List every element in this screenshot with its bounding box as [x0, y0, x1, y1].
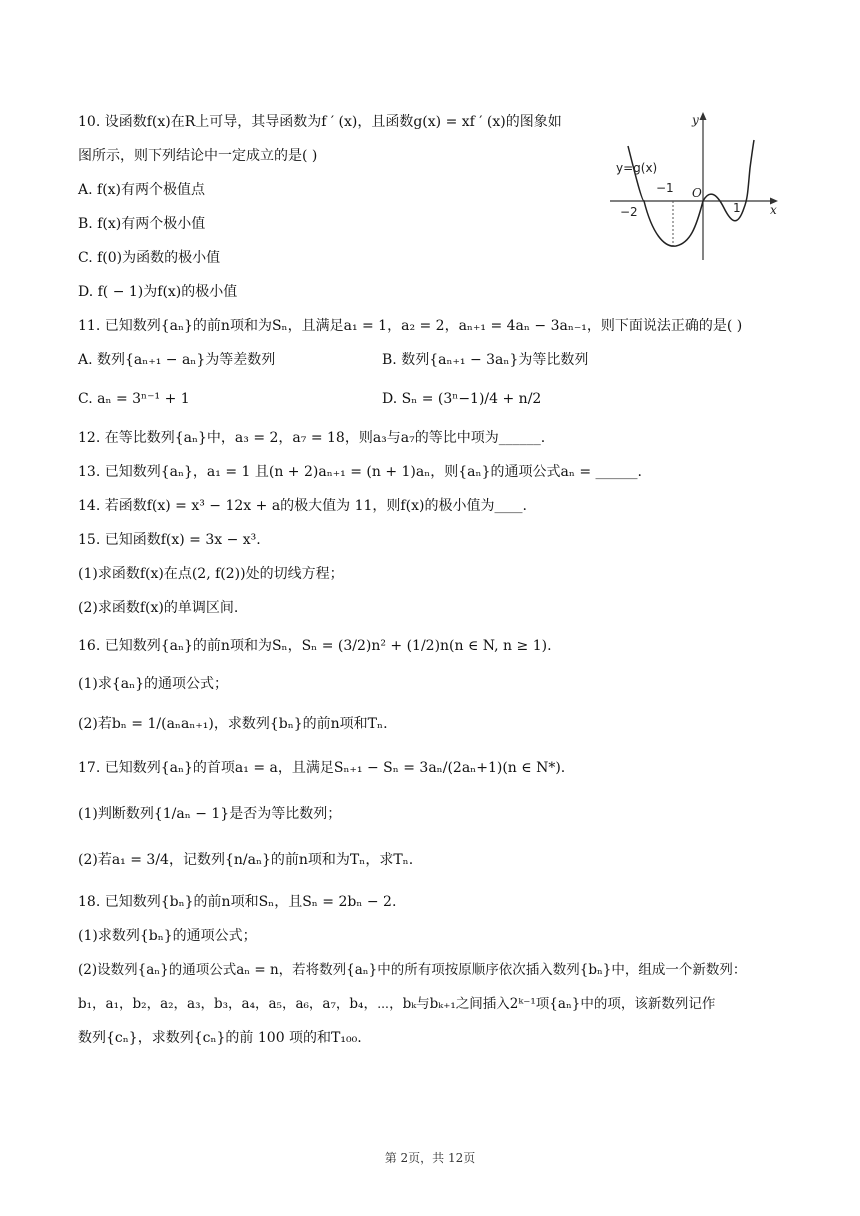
q11-option-d: D. Sₙ = (3ⁿ−1)/4 + n/2: [382, 391, 542, 407]
q18-part1: (1)求数列{bₙ}的通项公式；: [78, 928, 257, 944]
q16-part1: (1)求{aₙ}的通项公式；: [78, 676, 229, 692]
q10-stem-line1: 10. 设函数f(x)在R上可导，其导函数为f ′ (x)，且函数g(x) = xf ′ (x)的图象如: [78, 114, 562, 130]
q18-stem: 18. 已知数列{bₙ}的前n项和Sₙ，且Sₙ = 2bₙ − 2.: [78, 894, 397, 910]
q18-part2-line2: b₁，a₁，b₂，a₂，a₃，b₃，a₄，a₅，a₆，a₇，b₄，⋯，bₖ与bₖ₊₁之间插入2ᵏ⁻¹项{aₙ}中的项，该新数列记作: [78, 996, 716, 1012]
function-label: y=g(x): [616, 161, 658, 175]
page-footer: 第 2页，共 12页: [384, 1151, 476, 1165]
q13-text: 13. 已知数列{aₙ}，a₁ = 1 且(n + 2)aₙ₊₁ = (n + 1)aₙ，则{aₙ}的通项公式aₙ = ______.: [78, 464, 642, 480]
tick-neg2: −2: [620, 205, 638, 219]
q12-text: 12. 在等比数列{aₙ}中，a₃ = 2，a₇ = 18，则a₃与a₇的等比中项为______.: [78, 430, 546, 446]
q11-option-a: A. 数列{aₙ₊₁ − aₙ}为等差数列: [78, 352, 276, 368]
q17-part1: (1)判断数列{1/aₙ − 1}是否为等比数列；: [78, 806, 342, 822]
q18-part2-line3: 数列{cₙ}，求数列{cₙ}的前 100 项的和T₁₀₀.: [78, 1030, 362, 1046]
q11-option-c: C. aₙ = 3ⁿ⁻¹ + 1: [78, 391, 190, 407]
y-axis-arrow-icon: [700, 112, 707, 120]
q10-function-graph: [606, 108, 782, 266]
q14-text: 14. 若函数f(x) = x³ − 12x + a的极大值为 11，则f(x)的极小值为____.: [78, 498, 527, 514]
q17-part2: (2)若a₁ = 3/4，记数列{n/aₙ}的前n项和为Tₙ，求Tₙ.: [78, 852, 414, 868]
x-axis-label: x: [770, 203, 777, 217]
q18-part2-line1: (2)设数列{aₙ}的通项公式aₙ = n，若将数列{aₙ}中的所有项按原顺序依次插入数列{bₙ}中，组成一个新数列：: [78, 962, 747, 978]
g-curve: [628, 140, 754, 246]
q16-part2: (2)若bₙ = 1/(aₙaₙ₊₁)，求数列{bₙ}的前n项和Tₙ.: [78, 716, 388, 732]
tick-neg1: −1: [656, 181, 674, 195]
q10-option-d: D. f( − 1)为f(x)的极小值: [78, 284, 238, 300]
q15-part2: (2)求函数f(x)的单调区间.: [78, 600, 239, 616]
tick-1: 1: [733, 201, 741, 215]
q10-option-b: B. f(x)有两个极小值: [78, 216, 206, 232]
q11-option-b: B. 数列{aₙ₊₁ − 3aₙ}为等比数列: [382, 352, 589, 368]
q10-stem-line2: 图所示，则下列结论中一定成立的是( ): [78, 148, 318, 164]
q10-option-a: A. f(x)有两个极值点: [78, 182, 206, 198]
q15-part1: (1)求函数f(x)在点(2, f(2))处的切线方程；: [78, 566, 344, 582]
q15-stem: 15. 已知函数f(x) = 3x − x³.: [78, 532, 261, 548]
q10-option-c: C. f(0)为函数的极小值: [78, 250, 221, 266]
q17-stem: 17. 已知数列{aₙ}的首项a₁ = a，且满足Sₙ₊₁ − Sₙ = 3aₙ/(2aₙ+1)(n ∈ N*).: [78, 760, 566, 776]
q16-stem: 16. 已知数列{aₙ}的前n项和为Sₙ，Sₙ = (3/2)n² + (1/2)n(n ∈ N, n ≥ 1).: [78, 638, 552, 654]
origin-label: O: [692, 186, 702, 200]
y-axis-label: y: [692, 113, 699, 127]
q11-stem: 11. 已知数列{aₙ}的前n项和为Sₙ，且满足a₁ = 1，a₂ = 2，aₙ₊₁ = 4aₙ − 3aₙ₋₁，则下面说法正确的是( ): [78, 318, 743, 334]
